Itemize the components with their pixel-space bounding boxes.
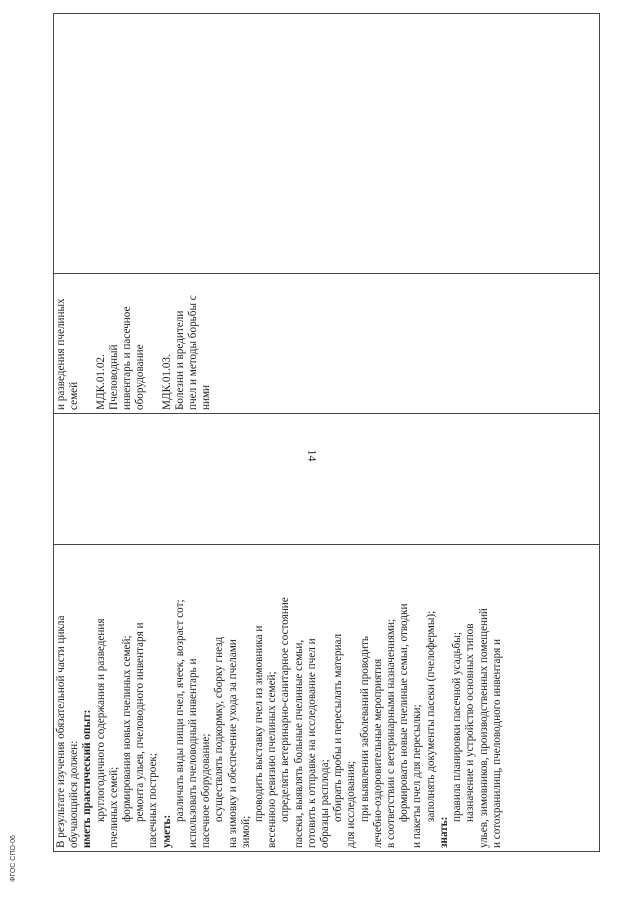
requirement-line: проводить выставку пчел из зимовника и xyxy=(253,625,266,822)
requirement-line: отбирать пробы и пересылать материал xyxy=(332,633,345,822)
requirement-line: готовить к отправке на исследование пчел и xyxy=(305,638,318,848)
footer-code: ФГОС СПО-06 xyxy=(9,835,17,882)
requirements-list xyxy=(55,548,504,848)
requirement-line: правила планировки пасечной усадьбы; xyxy=(451,632,464,822)
requirement-line: и пакеты пчел для пересылки; xyxy=(411,704,424,848)
table-row xyxy=(54,14,600,852)
requirement-line: формировать новые пчелиные семьи, отводки xyxy=(398,603,411,822)
module-line: Пчеловодный xyxy=(107,344,120,410)
modules-list xyxy=(55,277,213,410)
requirement-line: назначение и устройство основных типов xyxy=(464,623,477,822)
module-line: Болезни и вредители xyxy=(173,310,186,410)
module-line: и разведения пчелиных xyxy=(55,298,67,410)
standard-table-wrapper xyxy=(53,42,600,852)
requirement-line: заполнять документы пасеки (пчелофермы); xyxy=(424,610,437,822)
requirement-line: круглогодичного содержания и разведения xyxy=(94,618,107,822)
module-line: МДК.01.02. xyxy=(94,354,107,410)
requirement-line: зимой; xyxy=(239,815,252,848)
module-line: семей xyxy=(68,381,81,410)
module-line: пчел и методы борьбы с xyxy=(187,295,200,410)
requirement-line: ремонта ульев, пчеловодного инвентаря и xyxy=(134,622,147,822)
requirement-line: знать: xyxy=(437,816,450,848)
module-line xyxy=(81,277,94,410)
requirement-line: осуществлять подкормку, сборку гнезд xyxy=(213,636,226,822)
requirement-line: В результате изучения обязательной части цикла xyxy=(55,615,67,848)
module-line: оборудование xyxy=(134,344,147,410)
requirement-line: пчелиных семей; xyxy=(107,766,120,848)
requirement-line: пасечное оборудование; xyxy=(200,733,213,848)
requirement-line: на зимовку и обеспечение ухода за пчелами xyxy=(226,639,239,848)
requirement-line: при выявлении заболеваний проводить xyxy=(358,635,371,822)
module-line xyxy=(147,277,160,410)
modules-cell xyxy=(54,274,600,414)
requirement-line: для исследования; xyxy=(345,760,358,848)
requirement-line: определять ветеринарно-санитарное состояние xyxy=(279,597,292,822)
module-line: МДК.01.03. xyxy=(160,354,173,410)
requirement-line: ульев, зимовников, производственных помещений xyxy=(477,608,490,848)
requirement-line: лечебно-оздоровительные мероприятия xyxy=(371,658,384,848)
requirement-line: в соответствии с ветеринарными назначениями; xyxy=(385,618,398,848)
requirement-line: пасечных построек; xyxy=(147,753,160,848)
requirement-line: уметь: xyxy=(160,814,173,848)
competencies-cell xyxy=(54,14,600,274)
requirement-line: использовать пчеловодный инвентарь и xyxy=(187,658,200,848)
module-line: ними xyxy=(200,384,213,410)
requirement-line: образцы расплода; xyxy=(319,759,332,848)
requirement-line: и сотохранилищ, пчеловодного инвентаря и xyxy=(490,638,503,848)
requirement-line: весеннюю ревизию пчелиных семей; xyxy=(266,671,279,848)
requirement-line: иметь практический опыт: xyxy=(81,709,94,848)
requirements-cell xyxy=(54,545,600,852)
requirement-line: различать виды пищи пчел, ячеек, возраст сот; xyxy=(173,599,186,822)
standard-table-rotated xyxy=(53,42,600,852)
requirement-line: пасеки, выявлять больные пчелиные семьи, xyxy=(292,639,305,848)
empty-cell xyxy=(54,414,600,545)
requirement-line: формирования новых пчелиных семей; xyxy=(121,635,134,822)
page-number: 14 xyxy=(305,449,320,462)
standard-table xyxy=(53,13,600,852)
requirement-line: обучающийся должен: xyxy=(68,740,81,848)
module-line: инвентарь и пасечное xyxy=(121,306,134,410)
